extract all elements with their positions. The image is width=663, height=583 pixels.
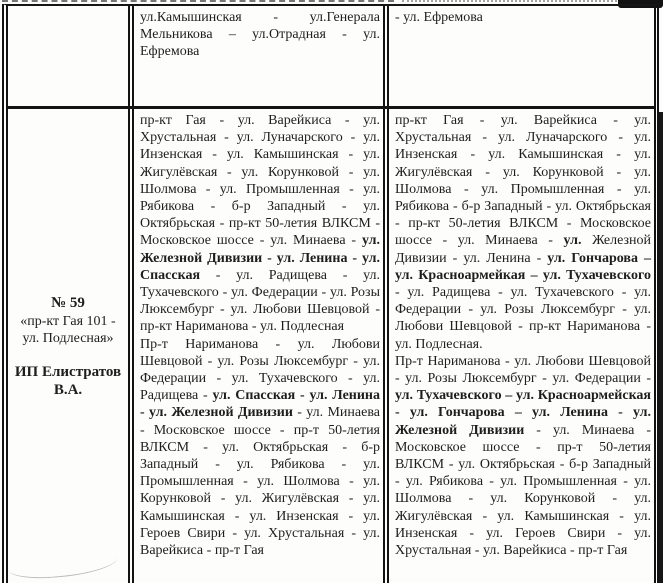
route-segment: - ул. Минаева - Московское шоссе - пр-т 50-летия ВЛКСМ - ул. Октябрьская - б-р Западный - ул. Рябикова - ул. Промышленная - ул. Шолмова - ул. Корунковой - ул. Жигулёвская - ул. Камышинская - ул. Инзенская - ул. Героев Свири - ул. Хрустальная - ул. Варейкиса - пр-т Гая	[395, 422, 651, 559]
route-forward-tail-cell	[134, 6, 389, 106]
route-info-cell-empty	[8, 6, 134, 106]
route-name: «пр-кт Гая 101 - ул. Подлесная»	[20, 313, 116, 346]
route-segment: - ул. Радищева - ул. Тухачевского - ул. Федерации - ул. Розы Люксембург - ул. Любови Шевцовой - пр-кт Нариманова - ул. Подлесная	[140, 267, 380, 335]
route-backward-description-alt	[395, 353, 651, 559]
table-row-previous-route-tail	[8, 6, 654, 109]
route-number: № 59	[51, 294, 85, 311]
route-forward-description-alt	[395, 112, 651, 353]
route-operator-name: ИП Елистратов В.А.	[14, 363, 122, 398]
route-segment: - ул. Минаева - Московское шоссе - пр-т 50-летия ВЛКСМ - ул. Октябрьская - б-р Западный - ул. Рябикова - ул. Промышленная - ул. Шолмова - ул. Корунковой - ул. Жигулёвская - ул. Камышинская - ул. Инзенская - ул. Героев Свири - ул. Хрустальная - ул. Варейкиса - пр-т Гая	[140, 405, 380, 559]
route-segment: пр-кт Гая - ул. Варейкиса - ул. Хрустальная - ул. Луначарского - ул. Инзенская - ул. Камышинская - ул. Жигулёвская - ул. Корунковой - ул. Шолмова - ул. Промышленная - ул. Рябикова - б-р Западный - ул. Октябрьская - пр-кт 50-летия ВЛКСМ - Московское шоссе - ул. Минаева -	[140, 113, 380, 249]
route-forward-tail-text: ул.Камышинская - ул.Генерала Мельникова – ул.Отрадная - ул. Ефремова	[140, 10, 380, 60]
bus-route-table	[2, 4, 659, 583]
route-segment: Пр-т Нариманова - ул. Любови Шевцовой - ул. Розы Люксембург - ул. Федерации - ул. Тухачевского - ул. Радищева -	[140, 336, 380, 404]
route-segment: - ул. Радищева - ул. Тухачевского - ул. Федерации - ул. Розы Люксембург - ул. Любови Шевцовой - пр-кт Нариманова - ул. Подлесная.	[395, 285, 651, 352]
route-segment-bold: ул.	[563, 233, 582, 249]
scan-artifact-dashed-line	[2, 0, 394, 2]
scan-artifact-dotted-line	[402, 0, 617, 2]
route-info-cell	[8, 109, 134, 583]
route-forward-description	[140, 112, 380, 336]
route-segment-bold: ул. Гончарова – ул. Красноармейкая – ул. Тухачевского	[395, 250, 651, 283]
route-segment: Железной Дивизии - ул. Ленина -	[395, 233, 652, 266]
route-segment-bold: ул. Железной Дивизии - ул. Ленина - ул. Спасская	[140, 233, 380, 283]
route-segment-bold: ул. Спасская - ул. Ленина - ул. Железной Дивизии	[140, 388, 380, 421]
route-backward-tail-text: - ул. Ефремова	[395, 10, 483, 25]
route-segment: пр-кт Гая - ул. Варейкиса - ул. Хрустальная - ул. Луначарского - ул. Инзенская - ул. Камышинская - ул. Жигулёвская - ул. Корунковой - ул. Шолмова - ул. Промышленная - ул. Рябикова - б-р Западный - ул. Октябрьская - пр-кт 50-летия ВЛКСМ - Московское шоссе - ул. Минаева -	[395, 113, 651, 249]
route-segment-bold: ул. Тухачевского – ул. Красноармейская - ул. Гончарова – ул. Ленина - ул. Железной Дивизии	[395, 388, 651, 438]
route-description-cell-right	[389, 109, 654, 583]
route-backward-description	[140, 336, 380, 560]
route-backward-tail-cell	[389, 6, 654, 106]
route-segment: Пр-т Нариманова - ул. Любови Шевцовой - ул. Розы Люксембург - ул. Федерации -	[395, 353, 651, 387]
table-row-route-59	[8, 109, 654, 583]
route-description-cell-middle	[134, 109, 389, 583]
